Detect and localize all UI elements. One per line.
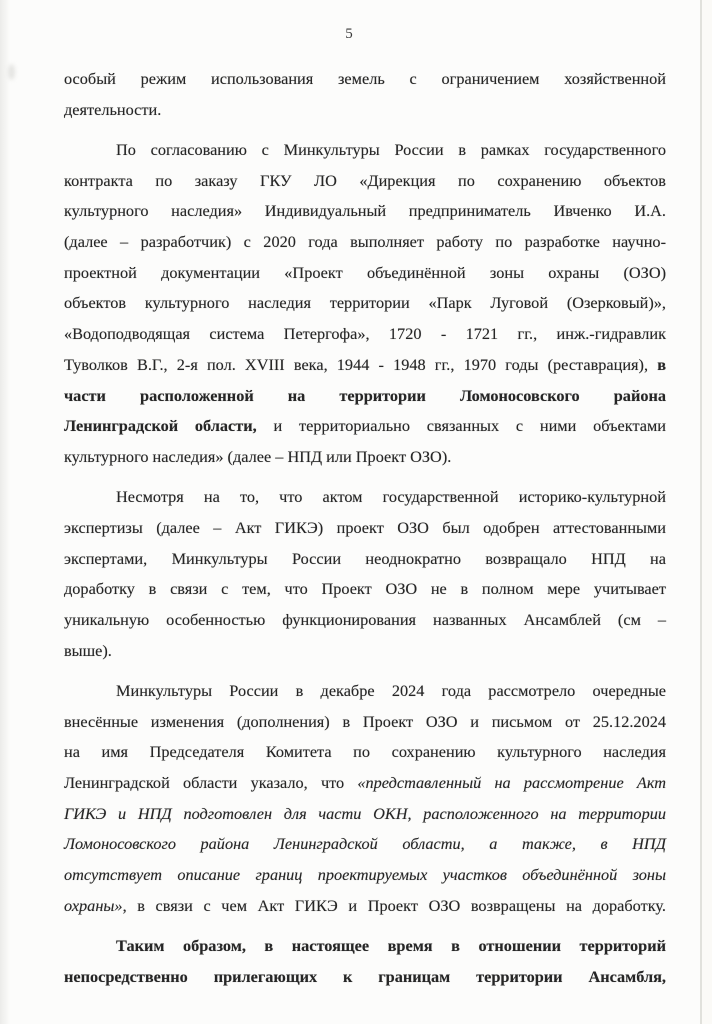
scan-edge-shadow-left bbox=[0, 0, 10, 1024]
text-line bbox=[64, 799, 666, 830]
text-run-bold: Таким образом, в настоящее время в отношении территорий bbox=[116, 935, 666, 955]
paragraph-expertise bbox=[64, 482, 666, 666]
text-line bbox=[64, 574, 666, 605]
text-line bbox=[64, 482, 666, 513]
text-line bbox=[64, 95, 666, 126]
text-run: уникальную особенностью функционирования названных Ансамблей (см – bbox=[64, 609, 666, 629]
text-run: внесённые изменения (дополнения) в Проект ОЗО и письмом от 25.12.2024 bbox=[64, 711, 666, 731]
text-run: экспертами, Минкультуры России неоднократно возвращало НПД на bbox=[64, 548, 666, 568]
scan-strip-right bbox=[702, 0, 712, 1024]
text-run: «Водоподводящая система Петергофа», 1720 - 1721 гг., инж.-гидравлик bbox=[64, 324, 666, 344]
document-body bbox=[64, 64, 666, 992]
text-run: проектной документации «Проект объединённой зоны охраны (ОЗО) bbox=[64, 262, 666, 282]
text-line bbox=[64, 350, 666, 381]
text-run: культурного наследия» Индивидуальный предприниматель Ивченко И.А. bbox=[64, 201, 666, 221]
text-line bbox=[64, 891, 666, 922]
text-line bbox=[64, 227, 666, 258]
text-run: объектов культурного наследия территории «Парк Луговой (Озерковый)», bbox=[64, 293, 666, 313]
paragraph-contract bbox=[64, 135, 666, 473]
text-run-bold: части расположенной на территории Ломоносовского района bbox=[64, 385, 666, 405]
text-line bbox=[64, 931, 666, 962]
text-line bbox=[64, 513, 666, 544]
text-run: особый режим использования земель с ограничением хозяйственной bbox=[64, 69, 666, 88]
text-run: деятельности. bbox=[64, 99, 162, 119]
text-line bbox=[64, 860, 666, 891]
text-run: и территориально связанных с ними объектами bbox=[256, 416, 666, 436]
text-run-bold: в bbox=[657, 354, 666, 374]
text-run: Несмотря на то, что актом государственной историко-культурной bbox=[116, 487, 666, 507]
paragraph-continuation bbox=[64, 64, 666, 125]
text-line bbox=[64, 442, 666, 473]
page-number: 5 bbox=[345, 26, 353, 42]
paragraph-december-2024 bbox=[64, 676, 666, 922]
text-run-bold: непосредственно прилегающих к границам территории Ансамбля, bbox=[64, 966, 666, 986]
text-line bbox=[64, 737, 666, 768]
text-run-bold: Ленинградской области, bbox=[64, 416, 257, 436]
text-run: выше). bbox=[64, 640, 112, 660]
text-run: Минкультуры России в декабре 2024 года рассмотрело очередные bbox=[116, 680, 666, 700]
text-run: доработку в связи с тем, что Проект ОЗО не в полном мере учитывает bbox=[64, 579, 666, 599]
text-line bbox=[64, 829, 666, 860]
text-run-italic: «представленный на рассмотрение Акт bbox=[357, 772, 666, 792]
text-line bbox=[64, 135, 666, 166]
text-line bbox=[64, 962, 666, 993]
text-run: культурного наследия» (далее – НПД или Проект ОЗО). bbox=[64, 446, 452, 466]
text-line bbox=[64, 411, 666, 442]
scan-smudge bbox=[8, 64, 15, 80]
text-line bbox=[64, 676, 666, 707]
text-line bbox=[64, 768, 666, 799]
text-run: контракта по заказу ГКУ ЛО «Дирекция по сохранению объектов bbox=[64, 170, 666, 190]
text-run-italic: Ломоносовского района Ленинградской области, а также, в НПД bbox=[64, 834, 666, 854]
text-run: Ленинградской области указало, что bbox=[64, 772, 358, 792]
text-run: Туволков В.Г., 2-я пол. XVIII века, 1944 - 1948 гг., 1970 годы (реставрация), bbox=[64, 354, 658, 374]
text-line bbox=[64, 636, 666, 667]
text-run-italic: отсутствует описание границ проектируемых участков объединённой зоны bbox=[64, 865, 666, 885]
text-line bbox=[64, 166, 666, 197]
text-run: , в связи с чем Акт ГИКЭ и Проект ОЗО возвращены на доработку. bbox=[122, 895, 666, 915]
text-line bbox=[64, 258, 666, 289]
text-line bbox=[64, 381, 666, 412]
paragraph-conclusion bbox=[64, 931, 666, 992]
text-line bbox=[64, 288, 666, 319]
text-line bbox=[64, 544, 666, 575]
scan-crease-right bbox=[700, 0, 702, 1024]
text-run: экспертизы (далее – Акт ГИКЭ) проект ОЗО был одобрен аттестованными bbox=[64, 517, 666, 537]
text-run: на имя Председателя Комитета по сохранению культурного наследия bbox=[64, 742, 666, 762]
text-line bbox=[64, 319, 666, 350]
text-line bbox=[64, 196, 666, 227]
text-run: (далее – разработчик) с 2020 года выполняет работу по разработке научно- bbox=[64, 232, 666, 252]
text-run: По согласованию с Минкультуры России в рамках государственного bbox=[116, 139, 666, 159]
text-line bbox=[64, 605, 666, 636]
text-line bbox=[64, 707, 666, 738]
text-run-italic: ГИКЭ и НПД подготовлен для части ОКН, расположенного на территории bbox=[64, 803, 666, 823]
text-line bbox=[64, 64, 666, 95]
text-run-italic: охраны» bbox=[64, 895, 123, 915]
